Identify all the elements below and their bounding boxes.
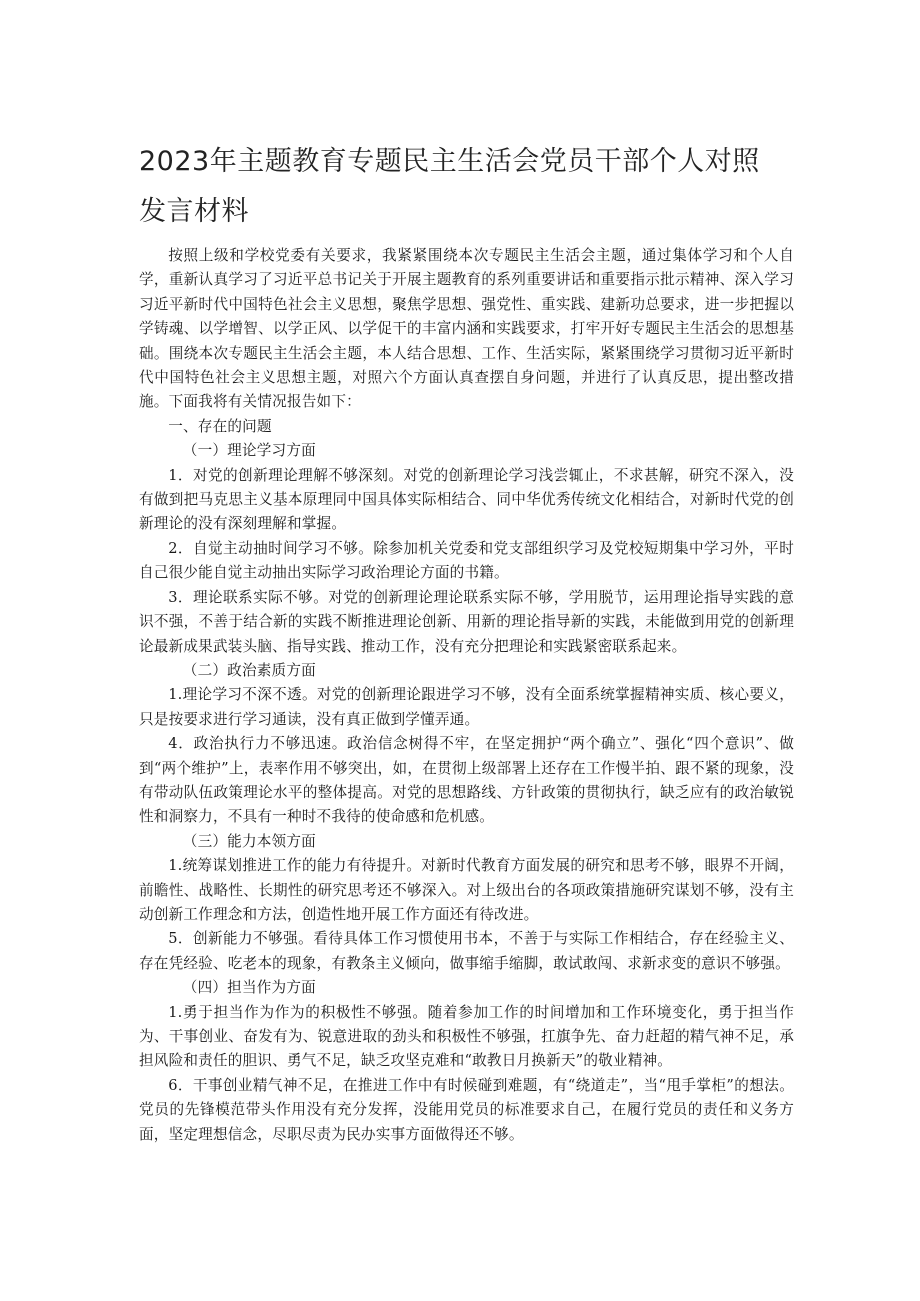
paragraph-responsibility-2: 6．干事创业精气神不足，在推进工作中有时候碰到难题，有“绕道走”，当“甩手掌柜”的想法。党员的先锋模范带头作用没有充分发挥，没能用党员的标准要求自己，在履行党员的责任和义务方面，坚定理想信念，尽职尽责为民办实事方面做得还不够。 xyxy=(139,1076,794,1143)
subsection-heading-political: （二）政治素质方面 xyxy=(182,661,316,679)
subsection-heading-theory: （一）理论学习方面 xyxy=(182,442,316,460)
document-body xyxy=(139,244,794,1147)
paragraph-theory-1: 1．对党的创新理论理解不够深刻。对党的创新理论学习浅尝辄止，不求甚解，研究不深入，没有做到把马克思主义基本原理同中国具体实际相结合、同中华优秀传统文化相结合，对新时代党的创新理论的没有深刻理解和掌握。 xyxy=(139,466,794,533)
paragraph-responsibility-1: 1.勇于担当作为作为的积极性不够强。随着参加工作的时间增加和工作环境变化，勇于担当作为、干事创业、奋发有为、锐意进取的劲头和积极性不够强，扛旗争先、奋力赶超的精气神不足，承担风险和责任的胆识、勇气不足，缺乏攻坚克难和“敢教日月换新天”的敬业精神。 xyxy=(139,1003,794,1070)
paragraph-theory-3: 3．理论联系实际不够。对党的创新理论理论联系实际不够，学用脱节，运用理论指导实践的意识不强，不善于结合新的实践不断推进理论创新、用新的理论指导新的实践，未能做到用党的创新理论最新成果武装头脑、指导实践、推动工作，没有充分把理论和实践紧密联系起来。 xyxy=(139,588,794,655)
paragraph-ability-1: 1.统筹谋划推进工作的能力有待提升。对新时代教育方面发展的研究和思考不够，眼界不开阔，前瞻性、战略性、长期性的研究思考还不够深入。对上级出台的各项政策措施研究谋划不够，没有主动创新工作理念和方法，创造性地开展工作方面还有待改进。 xyxy=(139,857,794,923)
paragraph-political-1: 1.理论学习不深不透。对党的创新理论跟进学习不够，没有全面系统掌握精神实质、核心要义，只是按要求进行学习通读，没有真正做到学懂弄通。 xyxy=(139,686,794,728)
section-heading-problems: 一、存在的问题 xyxy=(168,417,272,435)
paragraph-theory-2: 2．自觉主动抽时间学习不够。除参加机关党委和党支部组织学习及党校短期集中学习外，平时自己很少能自觉主动抽出实际学习政治理论方面的书籍。 xyxy=(139,539,794,582)
document-title-line2: 发言材料 xyxy=(139,196,249,227)
document-title-line1: 2023年主题教育专题民主生活会党员干部个人对照 xyxy=(139,146,760,177)
subsection-heading-ability: （三）能力本领方面 xyxy=(182,832,316,850)
paragraph-political-2: 4．政治执行力不够迅速。政治信念树得不牢，在坚定拥护“两个确立”、强化“四个意识”、做到“两个维护”上，表率作用不够突出，如，在贯彻上级部署上还存在工作慢半拍、跟不紧的现象，没有带动队伍政策理论水平的整体提高。对党的思想路线、方针政策的贯彻执行，缺乏应有的政治敏锐性和洞察力，不具有一种时不我待的使命感和危机感。 xyxy=(139,735,794,826)
subsection-heading-responsibility: （四）担当作为方面 xyxy=(182,979,316,997)
intro-paragraph: 按照上级和学校党委有关要求，我紧紧围绕本次专题民主生活会主题，通过集体学习和个人自学，重新认真学习了习近平总书记关于开展主题教育的系列重要讲话和重要指示批示精神、深入学习习近平新时代中国特色社会主义思想，聚焦学思想、强党性、重实践、建新功总要求，进一步把握以学铸魂、以学增智、以学正风、以学促干的丰富内涵和实践要求，打牢开好专题民主生活会的思想基础。围绕本次专题民主生活会主题，本人结合思想、工作、生活实际，紧紧围绕学习贯彻习近平新时代中国特色社会主义思想主题，对照六个方面认真查摆自身问题，并进行了认真反思，提出整改措施。下面我将有关情况报告如下： xyxy=(139,247,794,411)
paragraph-ability-2: 5．创新能力不够强。看待具体工作习惯使用书本，不善于与实际工作相结合，存在经验主义、存在凭经验、吃老本的现象，有教条主义倾向，做事缩手缩脚，敢试敢闯、求新求变的意识不够强。 xyxy=(139,930,794,972)
